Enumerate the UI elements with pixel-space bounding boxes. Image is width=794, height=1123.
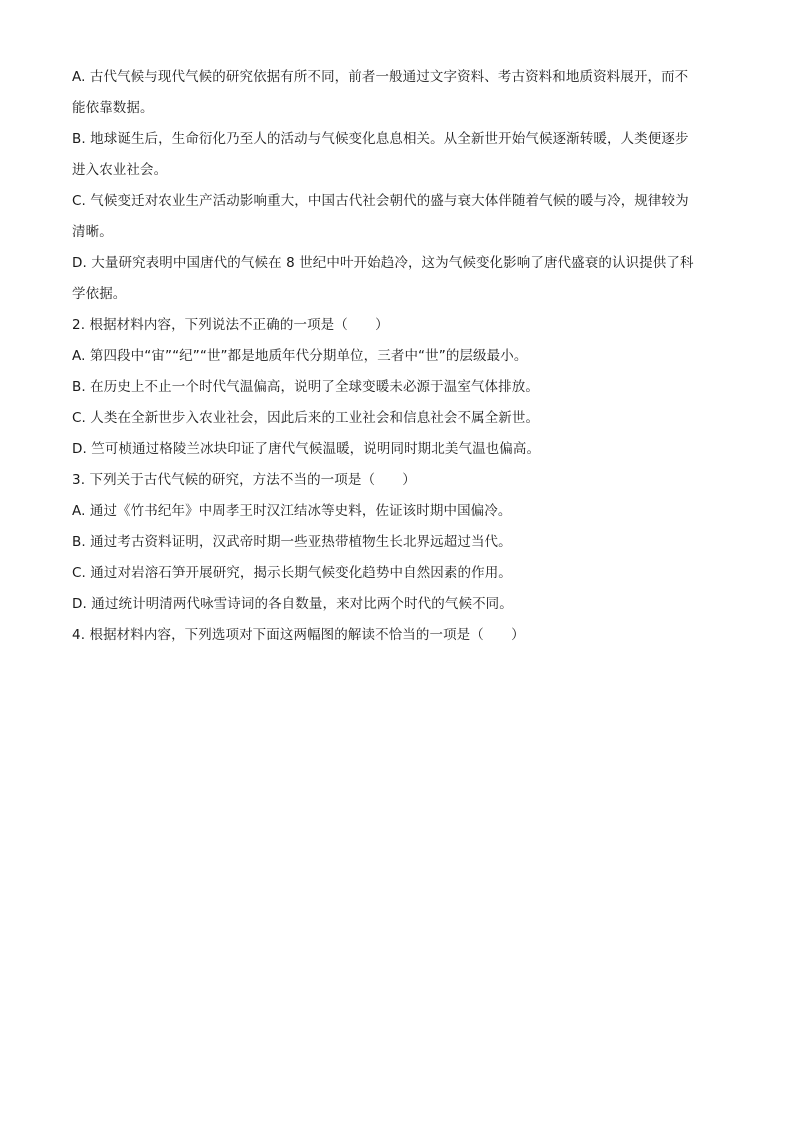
question-3-option-c: C. 通过对岩溶石笋开展研究，揭示长期气候变化趋势中自然因素的作用。: [72, 565, 512, 581]
option-c-line-2: 清晰。: [72, 224, 113, 240]
option-a-line-1: A. 古代气候与现代气候的研究依据有所不同，前者一般通过文字资料、考古资料和地质资料展开，而不: [72, 69, 689, 85]
option-a-line-2: 能依靠数据。: [72, 100, 154, 116]
question-2-stem: 2. 根据材料内容，下列说法不正确的一项是（ ）: [72, 317, 389, 333]
question-2-option-b: B. 在历史上不止一个时代气温偏高，说明了全球变暖未必源于温室气体排放。: [72, 379, 539, 395]
option-d-line-1: D. 大量研究表明中国唐代的气候在 8 世纪中叶开始趋冷，这为气候变化影响了唐代盛衰的认识提供了科: [72, 255, 694, 271]
option-b-line-2: 进入农业社会。: [72, 162, 168, 178]
question-3-stem: 3. 下列关于古代气候的研究，方法不当的一项是（ ）: [72, 472, 416, 488]
option-d-line-2: 学依据。: [72, 286, 127, 302]
question-3-option-a: A. 通过《竹书纪年》中周孝王时汉江结冰等史料，佐证该时期中国偏冷。: [72, 503, 512, 519]
question-2-option-a: A. 第四段中“宙”“纪”“世”都是地质年代分期单位，三者中“世”的层级最小。: [72, 348, 528, 364]
question-4-stem: 4. 根据材料内容，下列选项对下面这两幅图的解读不恰当的一项是（ ）: [72, 627, 525, 643]
question-2-option-d: D. 竺可桢通过格陵兰冰块印证了唐代气候温暖，说明同时期北美气温也偏高。: [72, 441, 541, 457]
option-b-line-1: B. 地球诞生后，生命衍化乃至人的活动与气候变化息息相关。从全新世开始气候逐渐转暖，人类便逐步: [72, 131, 689, 147]
question-text-block: [72, 62, 722, 651]
option-c-line-1: C. 气候变迁对农业生产活动影响重大，中国古代社会朝代的盛与衰大体伴随着气候的暖与冷，规律较为: [72, 193, 689, 209]
question-3-option-b: B. 通过考古资料证明，汉武帝时期一些亚热带植物生长北界远超过当代。: [72, 534, 512, 550]
question-3-option-d: D. 通过统计明清两代咏雪诗词的各自数量，来对比两个时代的气候不同。: [72, 596, 513, 612]
question-2-option-c: C. 人类在全新世步入农业社会，因此后来的工业社会和信息社会不属全新世。: [72, 410, 540, 426]
